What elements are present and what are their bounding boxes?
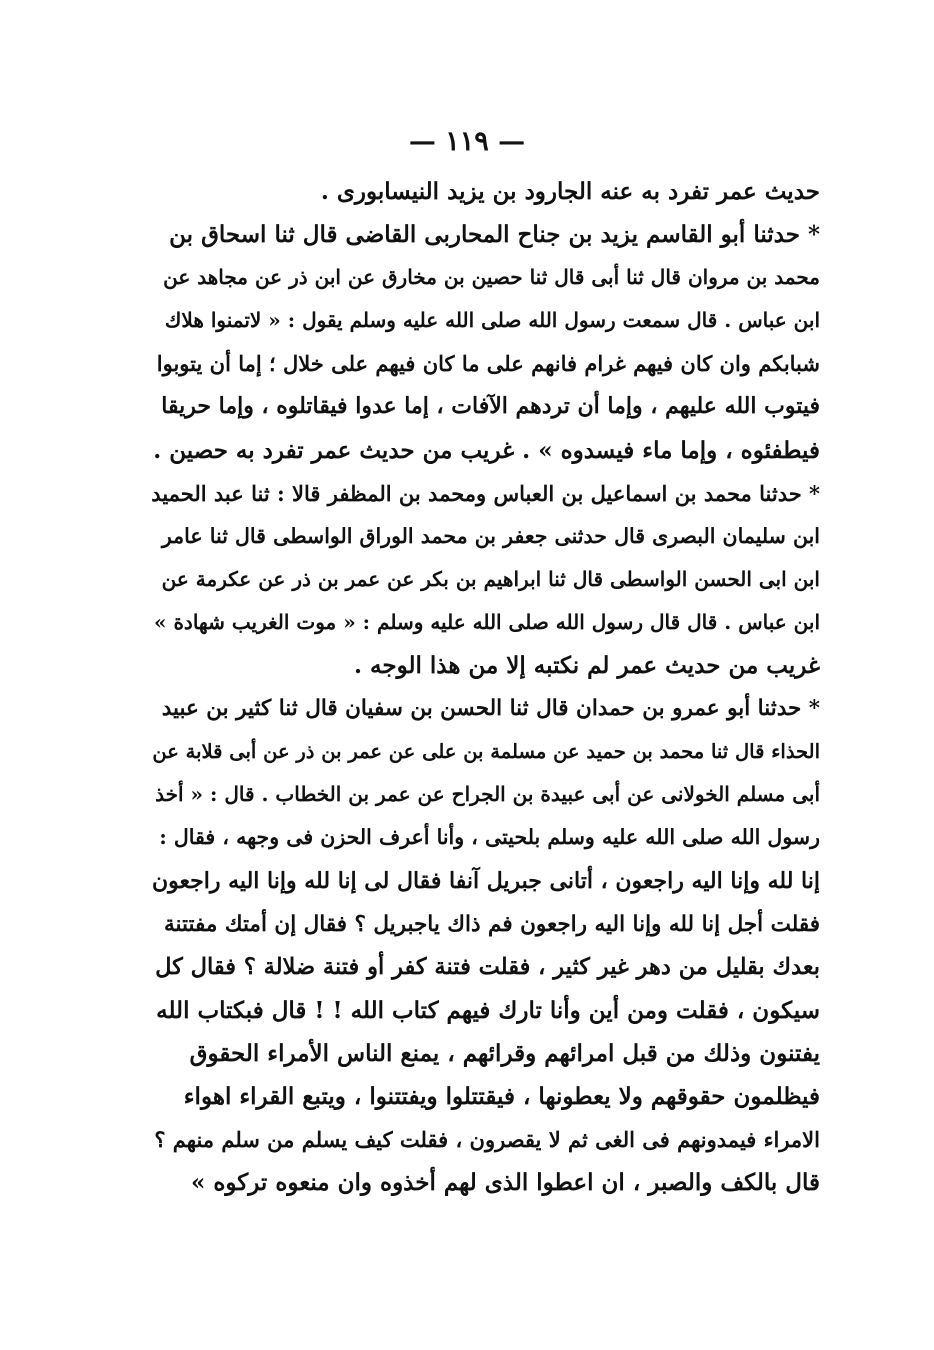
text-line: إنا لله وإنا اليه راجعون ، أتانى جبريل آنفا فقال لى إنا لله وإنا اليه راجعون [152,867,820,894]
text-line: * حدثنا محمد بن اسماعيل بن العباس ومحمد بن المظفر قالا : ثنا عبد الحميد [151,480,820,506]
text-line: فيطفئوه ، وإما ماء فيسدوه » . غريب من حديث عمر تفرد به حصين . [153,436,820,464]
text-line: فيتوب الله عليهم ، وإما أن تردهم الآفات ، إما عدوا فيقاتلوه ، وإما حريقا [161,393,820,420]
body-text [150,170,820,1204]
text-line: يفتنون وذلك من قبل امرائهم وقرائهم ، يمنع الناس الأمراء الحقوق [189,1039,820,1067]
text-line: * حدثنا أبو القاسم يزيد بن جناح المحاربى القاضى قال ثنا اسحاق بن [169,221,820,249]
text-line: أبى مسلم الخولانى عن أبى عبيدة بن الجراح عن عمر بن الخطاب . قال : « أخذ [155,782,820,807]
text-line: حديث عمر تفرد به عنه الجارود بن يزيد النيسابورى . [320,178,820,205]
text-line: سيكون ، فقلت ومن أين وأنا تارك فيهم كتاب الله ! ! قال فبكتاب الله [156,996,820,1024]
text-line: ابن عباس . قال سمعت رسول الله صلى الله عليه وسلم يقول : « لاتمنوا هلاك [164,308,820,333]
text-line: ابن عباس . قال قال رسول الله صلى الله عليه وسلم : « موت الغريب شهادة » [153,609,820,634]
text-line: شبابكم وان كان فيهم غرام فانهم على ما كان فيهم على خلال ؛ إما أن يتوبوا [156,351,820,377]
text-line: محمد بن مروان قال ثنا أبى قال ثنا حصين بن مخارق عن ابن ذر عن مجاهد عن [163,265,820,290]
page-number: — ١١٩ — [408,126,526,157]
text-line: فيظلمون حقوقهم ولا يعطونها ، فيقتتلوا ويفتتنوا ، ويتبع القراء اهواء [183,1082,820,1110]
text-line: قال بالكف والصبر ، ان اعطوا الذى لهم أخذوه وان منعوه تركوه » [190,1169,820,1197]
text-line: بعدك بقليل من دهر غير كثير ، فقلت فتنة كفر أو فتنة ضلالة ؟ فقال كل [155,953,820,980]
text-line: * حدثنا أبو عمرو بن حمدان قال ثنا الحسن بن سفيان قال ثنا كثير بن عبيد [161,696,820,722]
text-line: رسول الله صلى الله عليه وسلم بلحيتى ، وأنا أعرف الحزن فى وجهه ، فقال : [159,825,820,850]
text-line: الحذاء قال ثنا محمد بن حميد عن مسلمة بن على عن عمر بن ذر عن أبى قلابة عن [152,740,820,764]
text-line: الامراء فيمدونهم فى الغى ثم لا يقصرون ، فقلت كيف يسلم من سلم منهم ؟ [154,1127,820,1153]
text-line: ابن سليمان البصرى قال حدثنى جعفر بن محمد الوراق الواسطى قال ثنا عامر [161,523,820,548]
text-line: ابن ابى الحسن الواسطى قال ثنا ابراهيم بن بكر عن عمر بن ذر عن عكرمة عن [161,566,820,591]
text-line: فقلت أجل إنا لله وإنا اليه راجعون فم ذاك ياجبريل ؟ فقال إن أمتك مفتتنة [163,911,820,937]
text-line: غريب من حديث عمر لم نكتبه إلا من هذا الوجه . [354,652,820,680]
